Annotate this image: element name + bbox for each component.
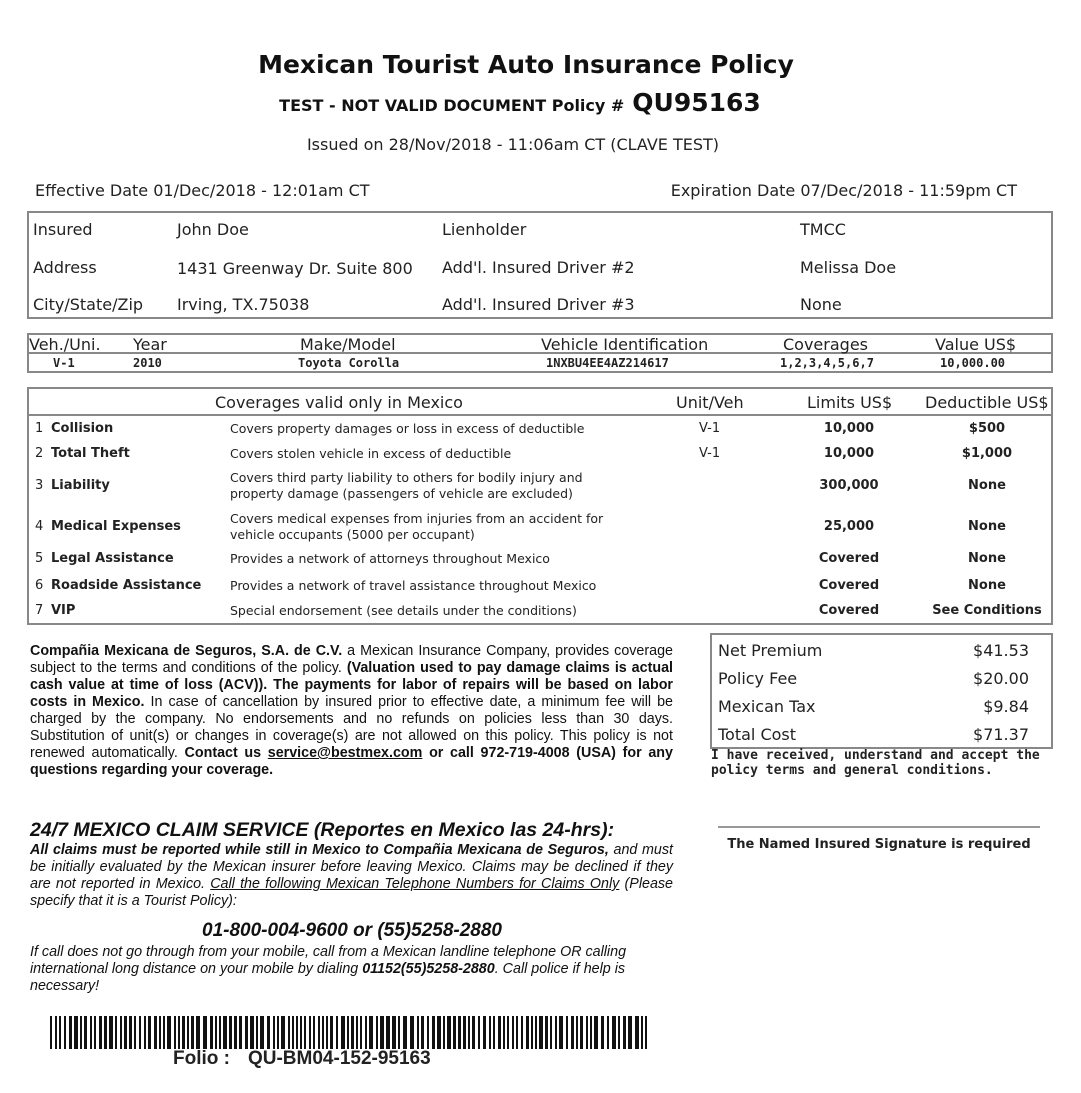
barcode-bar — [386, 1016, 390, 1049]
claim-text-2: (Please specify that it is a Tourist Policy): — [30, 876, 673, 909]
barcode-bar — [576, 1016, 578, 1049]
claim-foot-2: . Call police if help is necessary! — [30, 961, 626, 994]
folio-label: Folio : — [173, 1048, 230, 1069]
vehicle-header-vin: Vehicle Identification — [541, 335, 709, 354]
coverage-deductible: $1,000 — [961, 446, 1013, 461]
vehicle-vin: 1NXBU4EE4AZ214617 — [546, 356, 669, 370]
barcode-bar — [410, 1016, 414, 1049]
barcode-bar — [398, 1016, 400, 1049]
barcode-bar — [369, 1016, 373, 1049]
claim-service-body — [30, 842, 673, 910]
barcode-bar — [309, 1016, 311, 1049]
vehicle-make: Toyota Corolla — [298, 356, 400, 370]
coverages-table — [27, 387, 1053, 625]
city-value: Irving, TX.75038 — [177, 295, 310, 314]
vehicle-unit: V-1 — [53, 356, 75, 370]
policy-number: QU95163 — [632, 88, 761, 117]
barcode-bar — [313, 1016, 315, 1049]
coverage-name: Medical Expenses — [51, 519, 181, 534]
barcode-bar — [507, 1016, 509, 1049]
driver2-value: Melissa Doe — [800, 258, 897, 277]
vehicle-header-make: Make/Model — [300, 335, 396, 354]
barcode-bar — [365, 1016, 367, 1049]
barcode-bar — [182, 1016, 185, 1049]
barcode-bar — [555, 1016, 557, 1049]
barcode-bar — [628, 1016, 632, 1049]
claim-service-title: 24/7 MEXICO CLAIM SERVICE (Reportes en Mexico las 24-hrs): — [30, 819, 615, 841]
barcode-bar — [478, 1016, 480, 1049]
barcode-bar — [531, 1016, 533, 1049]
barcode-bar — [341, 1016, 345, 1049]
barcode-bar — [229, 1016, 232, 1049]
coverage-num: 7 — [35, 603, 44, 618]
coverage-row — [29, 446, 1051, 466]
barcode-bar — [273, 1016, 275, 1049]
claim-footnote — [30, 944, 680, 995]
barcode-bar — [607, 1016, 609, 1049]
barcode-bar — [483, 1016, 486, 1049]
barcode-bar — [559, 1016, 563, 1049]
barcode-bar — [421, 1016, 424, 1049]
acceptance-note: I have received, understand and accept the policy terms and general conditions. — [711, 748, 1040, 778]
coverage-name: VIP — [51, 603, 76, 618]
barcode-bar — [219, 1016, 221, 1049]
vehicle-year: 2010 — [133, 356, 162, 370]
coverage-name: Legal Assistance — [51, 551, 174, 566]
barcode-bar — [84, 1016, 87, 1049]
barcode-bar — [163, 1016, 165, 1049]
contact-label: Contact us — [184, 745, 268, 761]
barcode-bar — [468, 1016, 470, 1049]
coverage-desc: Covers third party liability to others for bodily injury and property damage (passengers of vehicle are excluded) — [230, 470, 583, 501]
barcode-bar — [215, 1016, 217, 1049]
claim-bold: All claims must be reported while still in Mexico to Compañia Mexicana de Seguros, — [30, 842, 609, 858]
coverages-header-title: Coverages valid only in Mexico — [215, 393, 463, 412]
coverage-unit: V-1 — [699, 421, 721, 436]
driver3-label: Add'l. Insured Driver #3 — [442, 295, 635, 314]
insured-label: Insured — [33, 220, 93, 239]
barcode-bar — [580, 1016, 583, 1049]
barcode-bar — [472, 1016, 475, 1049]
barcode-bar — [115, 1016, 117, 1049]
barcode-bar — [326, 1016, 328, 1049]
barcode-bar — [139, 1016, 141, 1049]
coverage-name: Total Theft — [51, 446, 130, 461]
coverage-num: 4 — [35, 519, 44, 534]
coverage-limit: 25,000 — [823, 519, 875, 534]
coverages-header-deductible: Deductible US$ — [925, 393, 1049, 412]
barcode-bar — [503, 1016, 505, 1049]
vehicle-header-value: Value US$ — [935, 335, 1017, 354]
vehicle-table — [27, 333, 1053, 373]
barcode-bar — [250, 1016, 254, 1049]
total-cost-value: $71.37 — [973, 725, 1029, 744]
coverage-desc: Covers stolen vehicle in excess of deductible — [230, 446, 512, 461]
barcode-bar — [351, 1016, 354, 1049]
barcode-bar — [129, 1016, 132, 1049]
barcode-bar — [347, 1016, 349, 1049]
legal-bold-1: (Valuation used to pay damage claims is actual cash value at time of loss (ACV)). The payments for labor of repairs will be based on labor costs in Mexico. — [30, 660, 673, 710]
email-link[interactable]: service@bestmex.com — [267, 745, 423, 761]
coverage-limit: 10,000 — [823, 446, 875, 461]
coverage-limit: Covered — [818, 551, 880, 566]
coverage-deductible: See Conditions — [932, 603, 1042, 618]
barcode-bar — [109, 1016, 113, 1049]
total-cost-label: Total Cost — [718, 725, 797, 744]
barcode-bar — [336, 1016, 338, 1049]
legal-terms — [30, 643, 673, 779]
coverage-limit: 300,000 — [819, 478, 879, 493]
barcode-bar — [380, 1016, 384, 1049]
barcode-bar — [635, 1016, 639, 1049]
company-name: Compañia Mexicana de Seguros, S.A. de C.V. — [30, 643, 343, 659]
coverage-deductible: None — [968, 578, 1006, 593]
barcode-bar — [203, 1016, 207, 1049]
barcode-bar — [512, 1016, 514, 1049]
barcode-bar — [148, 1016, 151, 1049]
barcode-bar — [80, 1016, 82, 1049]
claim-underline: Call the following Mexican Telephone Numbers for Claims Only — [210, 876, 620, 892]
coverage-name: Collision — [51, 421, 114, 436]
expiration-date: Expiration Date 07/Dec/2018 - 11:59pm CT — [670, 181, 1017, 200]
barcode-bar — [55, 1016, 57, 1049]
barcode-bar — [288, 1016, 290, 1049]
claim-phone-numbers: 01-800-004-9600 or (55)5258-2880 — [202, 920, 502, 941]
claim-text-1: and must be initially evaluated by the Mexican insurer before leaving Mexico. Claims may be declined if they are not reported in Mexico. — [30, 842, 674, 892]
coverage-name: Liability — [51, 478, 110, 493]
folio-number: QU-BM04-152-95163 — [247, 1048, 431, 1069]
coverage-deductible: $500 — [968, 421, 1006, 436]
barcode-bar — [318, 1016, 320, 1049]
subtitle-prefix: TEST - NOT VALID DOCUMENT Policy # — [279, 96, 625, 115]
signature-line — [718, 826, 1040, 828]
coverage-row — [29, 511, 1051, 547]
barcode-bar — [360, 1016, 362, 1049]
barcode-bar — [516, 1016, 518, 1049]
coverages-header-unit: Unit/Veh — [676, 393, 744, 412]
barcode-bar — [69, 1016, 72, 1049]
barcode-bar — [586, 1016, 588, 1049]
premium-box — [710, 633, 1053, 749]
barcode-bar — [167, 1016, 171, 1049]
barcode-bar — [489, 1016, 491, 1049]
address-value: 1431 Greenway Dr. Suite 800 — [177, 259, 413, 278]
vehicle-coverages: 1,2,3,4,5,6,7 — [780, 356, 874, 370]
barcode-bar — [300, 1016, 302, 1049]
lienholder-label: Lienholder — [442, 220, 527, 239]
coverage-deductible: None — [968, 478, 1006, 493]
barcode-bar — [277, 1016, 279, 1049]
barcode-bar — [187, 1016, 189, 1049]
barcode-bar — [178, 1016, 180, 1049]
barcode-bar — [120, 1016, 122, 1049]
city-label: City/State/Zip — [33, 295, 144, 314]
barcode-bar — [493, 1016, 495, 1049]
coverage-row — [29, 603, 1051, 623]
mexican-tax-label: Mexican Tax — [718, 697, 816, 716]
barcode-bar — [453, 1016, 456, 1049]
barcode-bar — [447, 1016, 451, 1049]
coverage-limit: Covered — [818, 603, 880, 618]
barcode-bar — [623, 1016, 626, 1049]
barcode-bar — [159, 1016, 161, 1049]
coverage-num: 5 — [35, 551, 44, 566]
barcode-bar — [104, 1016, 107, 1049]
barcode-bar — [417, 1016, 419, 1049]
coverage-desc: Covers medical expenses from injuries from an accident for vehicle occupants (5000 per occupant) — [230, 511, 604, 542]
barcode-bar — [443, 1016, 445, 1049]
legal-text-2: In case of cancellation by insured prior to effective date, a minimum fee will be charged by the company. No endorsements and no refunds on policies less than 30 days. Substitution of unit(s) or changes in coverage(s) are not allowed on this policy. This policy is not renewed automatically. — [30, 694, 673, 761]
barcode-bar — [645, 1016, 647, 1049]
barcode-bar — [74, 1016, 78, 1049]
barcode-bar — [594, 1016, 598, 1049]
barcode-bar — [99, 1016, 102, 1049]
barcode-bar — [601, 1016, 604, 1049]
legal-tail: or call 972-719-4008 (USA) for any questions regarding your coverage. — [30, 745, 673, 778]
coverages-divider — [29, 414, 1051, 416]
coverage-unit: V-1 — [699, 446, 721, 461]
barcode-bar — [566, 1016, 568, 1049]
coverage-row — [29, 421, 1051, 441]
vehicle-value: 10,000.00 — [940, 356, 1006, 370]
barcode-bar — [376, 1016, 378, 1049]
vehicle-divider — [29, 352, 1051, 354]
barcode-image — [50, 1016, 650, 1049]
barcode-bar — [267, 1016, 270, 1049]
effective-date: Effective Date 01/Dec/2018 - 12:01am CT — [35, 181, 370, 200]
coverage-row — [29, 551, 1051, 571]
folio — [173, 1048, 431, 1070]
driver3-value: None — [800, 295, 842, 314]
barcode-bar — [392, 1016, 396, 1049]
barcode-bar — [210, 1016, 213, 1049]
barcode-bar — [260, 1016, 264, 1049]
barcode-bar — [223, 1016, 227, 1049]
barcode-bar — [124, 1016, 127, 1049]
insured-info-box — [27, 211, 1053, 319]
barcode-bar — [322, 1016, 324, 1049]
barcode-bar — [59, 1016, 61, 1049]
barcode-bar — [458, 1016, 461, 1049]
coverage-desc: Covers property damages or loss in excess of deductible — [230, 421, 585, 436]
barcode-bar — [612, 1016, 616, 1049]
address-label: Address — [33, 258, 97, 277]
vehicle-header-year: Year — [133, 335, 167, 354]
barcode-bar — [94, 1016, 96, 1049]
barcode-bar — [618, 1016, 620, 1049]
barcode-bar — [535, 1016, 537, 1049]
barcode-bar — [356, 1016, 358, 1049]
barcode-bar — [64, 1016, 66, 1049]
barcode-bar — [571, 1016, 574, 1049]
barcode-bar — [174, 1016, 176, 1049]
coverage-num: 1 — [35, 421, 44, 436]
net-premium-value: $41.53 — [973, 641, 1029, 660]
vehicle-header-unit: Veh./Uni. — [29, 335, 101, 354]
coverage-desc: Provides a network of travel assistance throughout Mexico — [230, 578, 597, 593]
legal-text-1: a Mexican Insurance Company, provides coverage subject to the terms and conditions of the policy. — [30, 643, 674, 676]
barcode-bar — [427, 1016, 429, 1049]
coverage-row — [29, 470, 1051, 506]
coverage-deductible: None — [968, 551, 1006, 566]
policy-fee-value: $20.00 — [973, 669, 1029, 688]
coverage-deductible: None — [968, 519, 1006, 534]
barcode-bar — [144, 1016, 146, 1049]
barcode-bar — [545, 1016, 548, 1049]
claim-foot-1: If call does not go through from your mobile, call from a Mexican landline telephone OR calling international long distance on your mobile by dialing — [30, 944, 627, 977]
coverage-num: 3 — [35, 478, 44, 493]
claim-foot-bold: 01152(55)5258-2880 — [362, 961, 495, 977]
policy-fee-label: Policy Fee — [718, 669, 798, 688]
barcode-bar — [330, 1016, 333, 1049]
coverage-desc: Special endorsement (see details under the conditions) — [230, 603, 577, 618]
mexican-tax-value: $9.84 — [983, 697, 1029, 716]
page-title: Mexican Tourist Auto Insurance Policy — [258, 50, 794, 79]
net-premium-label: Net Premium — [718, 641, 823, 660]
barcode-bar — [50, 1016, 52, 1049]
barcode-bar — [90, 1016, 92, 1049]
coverage-limit: 10,000 — [823, 421, 875, 436]
barcode-bar — [437, 1016, 441, 1049]
barcode-bar — [281, 1016, 285, 1049]
barcode-bar — [526, 1016, 529, 1049]
barcode-bar — [245, 1016, 248, 1049]
driver2-label: Add'l. Insured Driver #2 — [442, 258, 635, 277]
barcode-bar — [296, 1016, 298, 1049]
barcode-bar — [196, 1016, 200, 1049]
signature-required-text: The Named Insured Signature is required — [727, 837, 1031, 852]
barcode-bar — [463, 1016, 466, 1049]
coverages-header-limits: Limits US$ — [807, 393, 893, 412]
barcode-bar — [590, 1016, 592, 1049]
barcode-bar — [550, 1016, 552, 1049]
barcode-bar — [403, 1016, 407, 1049]
barcode-bar — [498, 1016, 501, 1049]
coverage-limit: Covered — [818, 578, 880, 593]
vehicle-header-coverages: Coverages — [783, 335, 868, 354]
insured-value: John Doe — [177, 220, 249, 239]
barcode-bar — [234, 1016, 237, 1049]
barcode-bar — [154, 1016, 157, 1049]
lienholder-value: TMCC — [800, 220, 846, 239]
coverage-row — [29, 578, 1051, 598]
barcode-bar — [304, 1016, 306, 1049]
coverage-num: 2 — [35, 446, 44, 461]
barcode-bar — [256, 1016, 258, 1049]
barcode-bar — [641, 1016, 643, 1049]
issued-date: Issued on 28/Nov/2018 - 11:06am CT (CLAVE TEST) — [306, 135, 720, 154]
barcode-bar — [539, 1016, 543, 1049]
barcode-bar — [239, 1016, 242, 1049]
coverage-name: Roadside Assistance — [51, 578, 202, 593]
barcode-bar — [292, 1016, 294, 1049]
coverage-num: 6 — [35, 578, 44, 593]
barcode-bar — [521, 1016, 523, 1049]
barcode-bar — [432, 1016, 435, 1049]
policy-subtitle — [0, 88, 1040, 117]
coverage-desc: Provides a network of attorneys throughout Mexico — [230, 551, 550, 566]
barcode-bar — [191, 1016, 194, 1049]
barcode-bar — [134, 1016, 136, 1049]
